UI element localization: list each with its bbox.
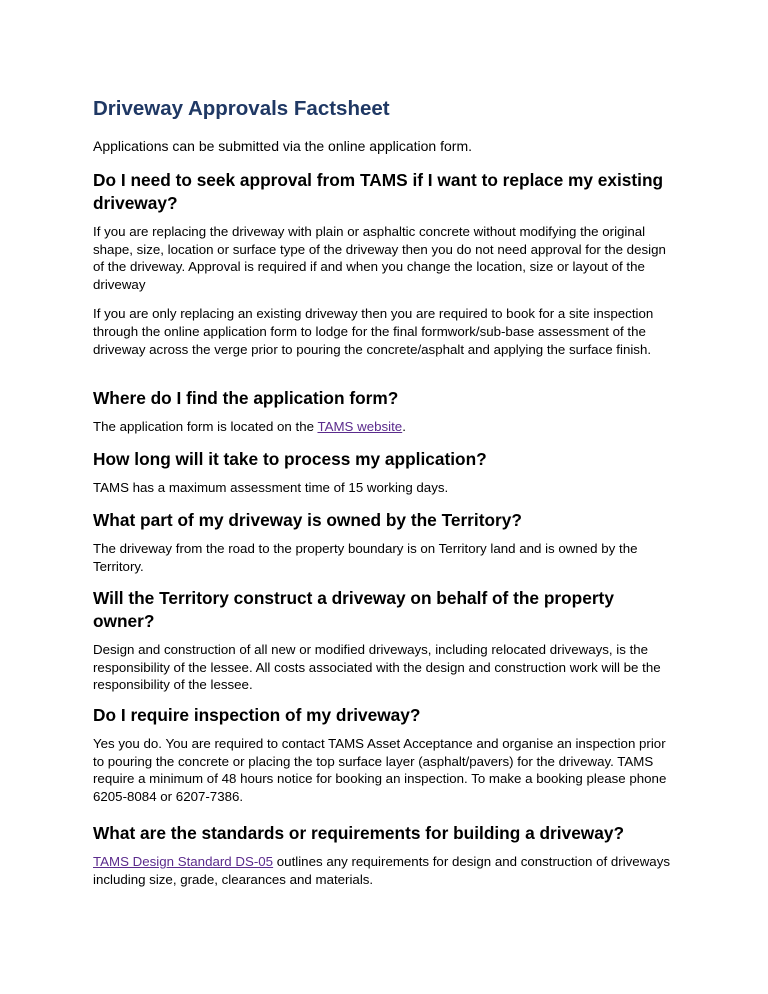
faq-item-standards <box>93 822 673 888</box>
faq-item-replace <box>93 169 673 358</box>
faq-question: Will the Territory construct a driveway on behalf of the property owner? <box>93 588 614 631</box>
faq-item-ownership <box>93 509 673 575</box>
faq-question: What part of my driveway is owned by the Territory? <box>93 510 522 530</box>
faq-item-inspection <box>93 704 673 805</box>
faq-answer <box>93 853 673 888</box>
answer-text-end: outlines any requirements for design and construction of driveways including size, grade, clearances and materials. <box>93 854 670 887</box>
faq-item-form <box>93 387 673 436</box>
faq-question: Where do I find the application form? <box>93 388 399 408</box>
intro-paragraph <box>93 138 673 156</box>
faq-item-construction <box>93 587 673 694</box>
faq-question: Do I require inspection of my driveway? <box>93 705 421 725</box>
faq-answer <box>93 418 673 436</box>
design-standard-link[interactable]: TAMS Design Standard DS-05 <box>93 854 274 869</box>
faq-answer: Design and construction of all new or modified driveways, including relocated driveways, is the responsibility of the lessee. All costs associated with the design and construction work will be the responsibility of the lessee. <box>93 642 661 693</box>
faq-answer: If you are replacing the driveway with plain or asphaltic concrete without modifying the original shape, size, location or surface type of the driveway then you do not need approval for the design of the driveway. Approval is required if and when you change the location, size or layout of the driveway <box>93 224 666 292</box>
faq-answer: The driveway from the road to the property boundary is on Territory land and is owned by the Territory. <box>93 541 638 574</box>
faq-answer-2: If you are only replacing an existing driveway then you are required to book for a site inspection through the online application form to lodge for the final formwork/sub-base assessment of the driveway across the verge prior to pouring the concrete/asphalt and applying the surface finish. <box>93 306 654 357</box>
faq-question: What are the standards or requirements for building a driveway? <box>93 823 625 843</box>
faq-answer: Yes you do. You are required to contact TAMS Asset Acceptance and organise an inspection prior to pouring the concrete or placing the top surface layer (asphalt/pavers) for the driveway. TAMS require a minimum of 48 hours notice for booking an inspection. To make a booking please phone 6205-8084 or 6207-7386. <box>93 736 667 804</box>
intro-text: Applications can be submitted via the online application form. <box>93 138 472 154</box>
answer-text: The application form is located on the <box>93 419 318 434</box>
faq-answer: TAMS has a maximum assessment time of 15 working days. <box>93 480 449 495</box>
page-title: Driveway Approvals Factsheet <box>93 97 390 120</box>
faq-question: Do I need to seek approval from TAMS if I want to replace my existing driveway? <box>93 170 664 213</box>
answer-text-end: . <box>402 419 406 434</box>
faq-item-processing-time <box>93 448 673 497</box>
tams-website-link[interactable]: TAMS website <box>317 419 403 434</box>
faq-question: How long will it take to process my application? <box>93 449 487 469</box>
